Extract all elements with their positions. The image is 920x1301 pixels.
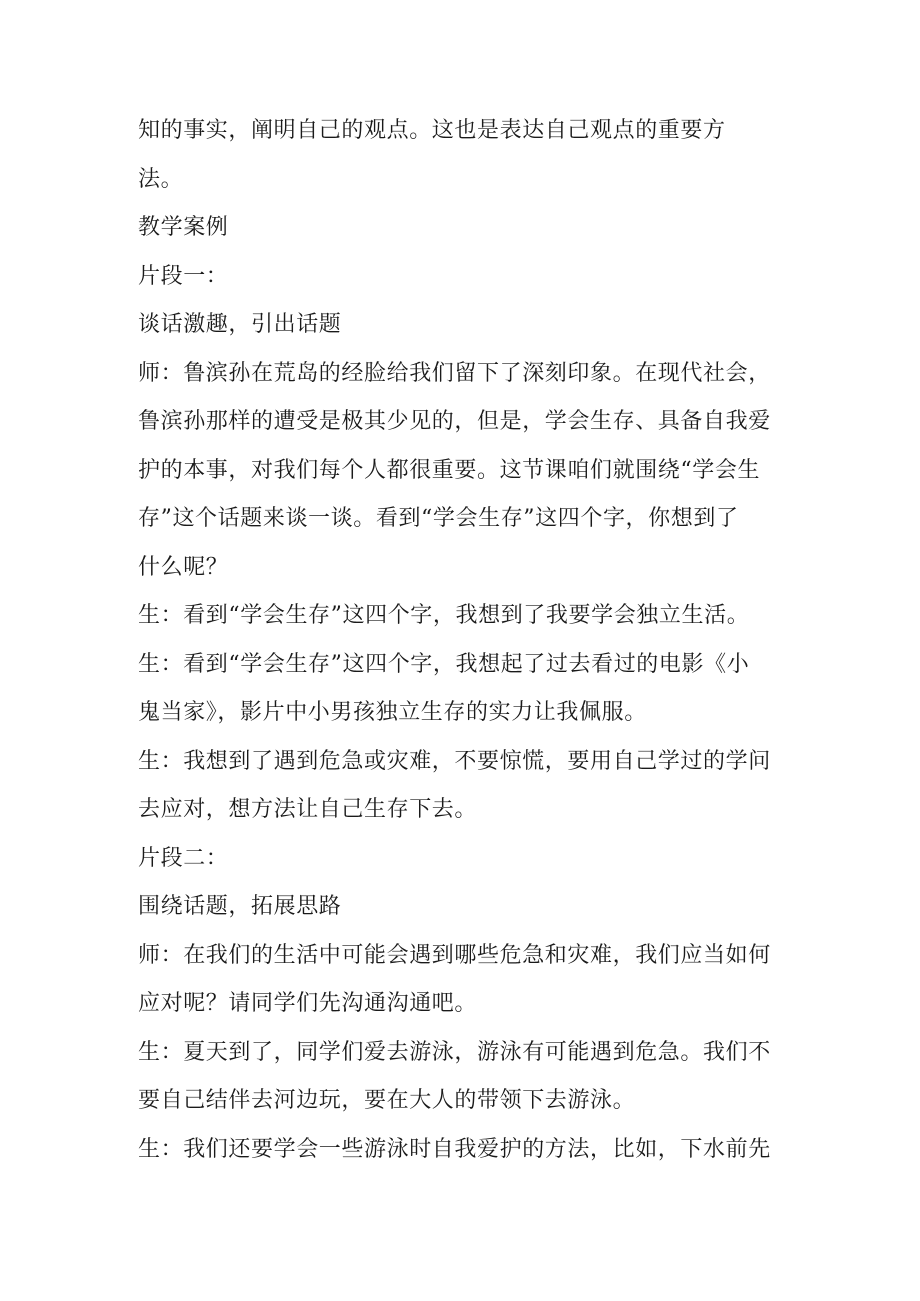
- text-line: 法。: [138, 166, 184, 192]
- text-line: 生：看到“学会生存”这四个字，我想起了过去看过的电影《小: [138, 651, 750, 677]
- text-line: 师：鲁滨孙在荒岛的经脸给我们留下了深刻印象。在现代社会，: [138, 360, 771, 386]
- text-line: 鬼当家》，影片中小男孩独立生存的实力让我佩服。: [138, 700, 647, 725]
- section-heading: 教学案例: [138, 215, 229, 240]
- text-line: 存”这个话题来谈一谈。看到“学会生存”这四个字，你想到了: [138, 506, 739, 531]
- text-line: 生：我想到了遇到危急或灾难，不要惊慌，要用自己学过的学问: [138, 748, 771, 774]
- text-line: 应对呢？请同学们先沟通沟通吧。: [138, 991, 478, 1016]
- segment-subheading: 谈话激趣，引出话题: [138, 312, 342, 337]
- text-line: 生：夏天到了，同学们爱去游泳，游泳有可能遇到危急。我们不: [138, 1039, 771, 1065]
- segment-heading: 片段一：: [138, 263, 229, 289]
- text-line: 什么呢？: [138, 554, 229, 580]
- text-line: 鲁滨孙那样的遭受是极其少见的，但是，学会生存、具备自我爱: [138, 409, 771, 434]
- text-line: 师：在我们的生活中可能会遇到哪些危急和灾难，我们应当如何: [138, 942, 771, 968]
- text-line: 生：我们还要学会一些游泳时自我爱护的方法，比如，下水前先: [138, 1136, 771, 1162]
- segment-subheading: 围绕话题，拓展思路: [138, 894, 342, 919]
- text-line: 生：看到“学会生存”这四个字，我想到了我要学会独立生活。: [138, 603, 750, 628]
- text-line: 护的本事，对我们每个人都很重要。这节课咱们就围绕“学会生: [138, 457, 761, 483]
- document-body: [138, 107, 798, 1174]
- text-line: 知的事实，阐明自己的观点。这也是表达自己观点的重要方: [138, 118, 726, 143]
- text-line: 去应对，想方法让自己生存下去。: [138, 797, 478, 822]
- text-line: 要自己结伴去河边玩，要在大人的带领下去游泳。: [138, 1088, 636, 1113]
- segment-heading: 片段二：: [138, 845, 229, 871]
